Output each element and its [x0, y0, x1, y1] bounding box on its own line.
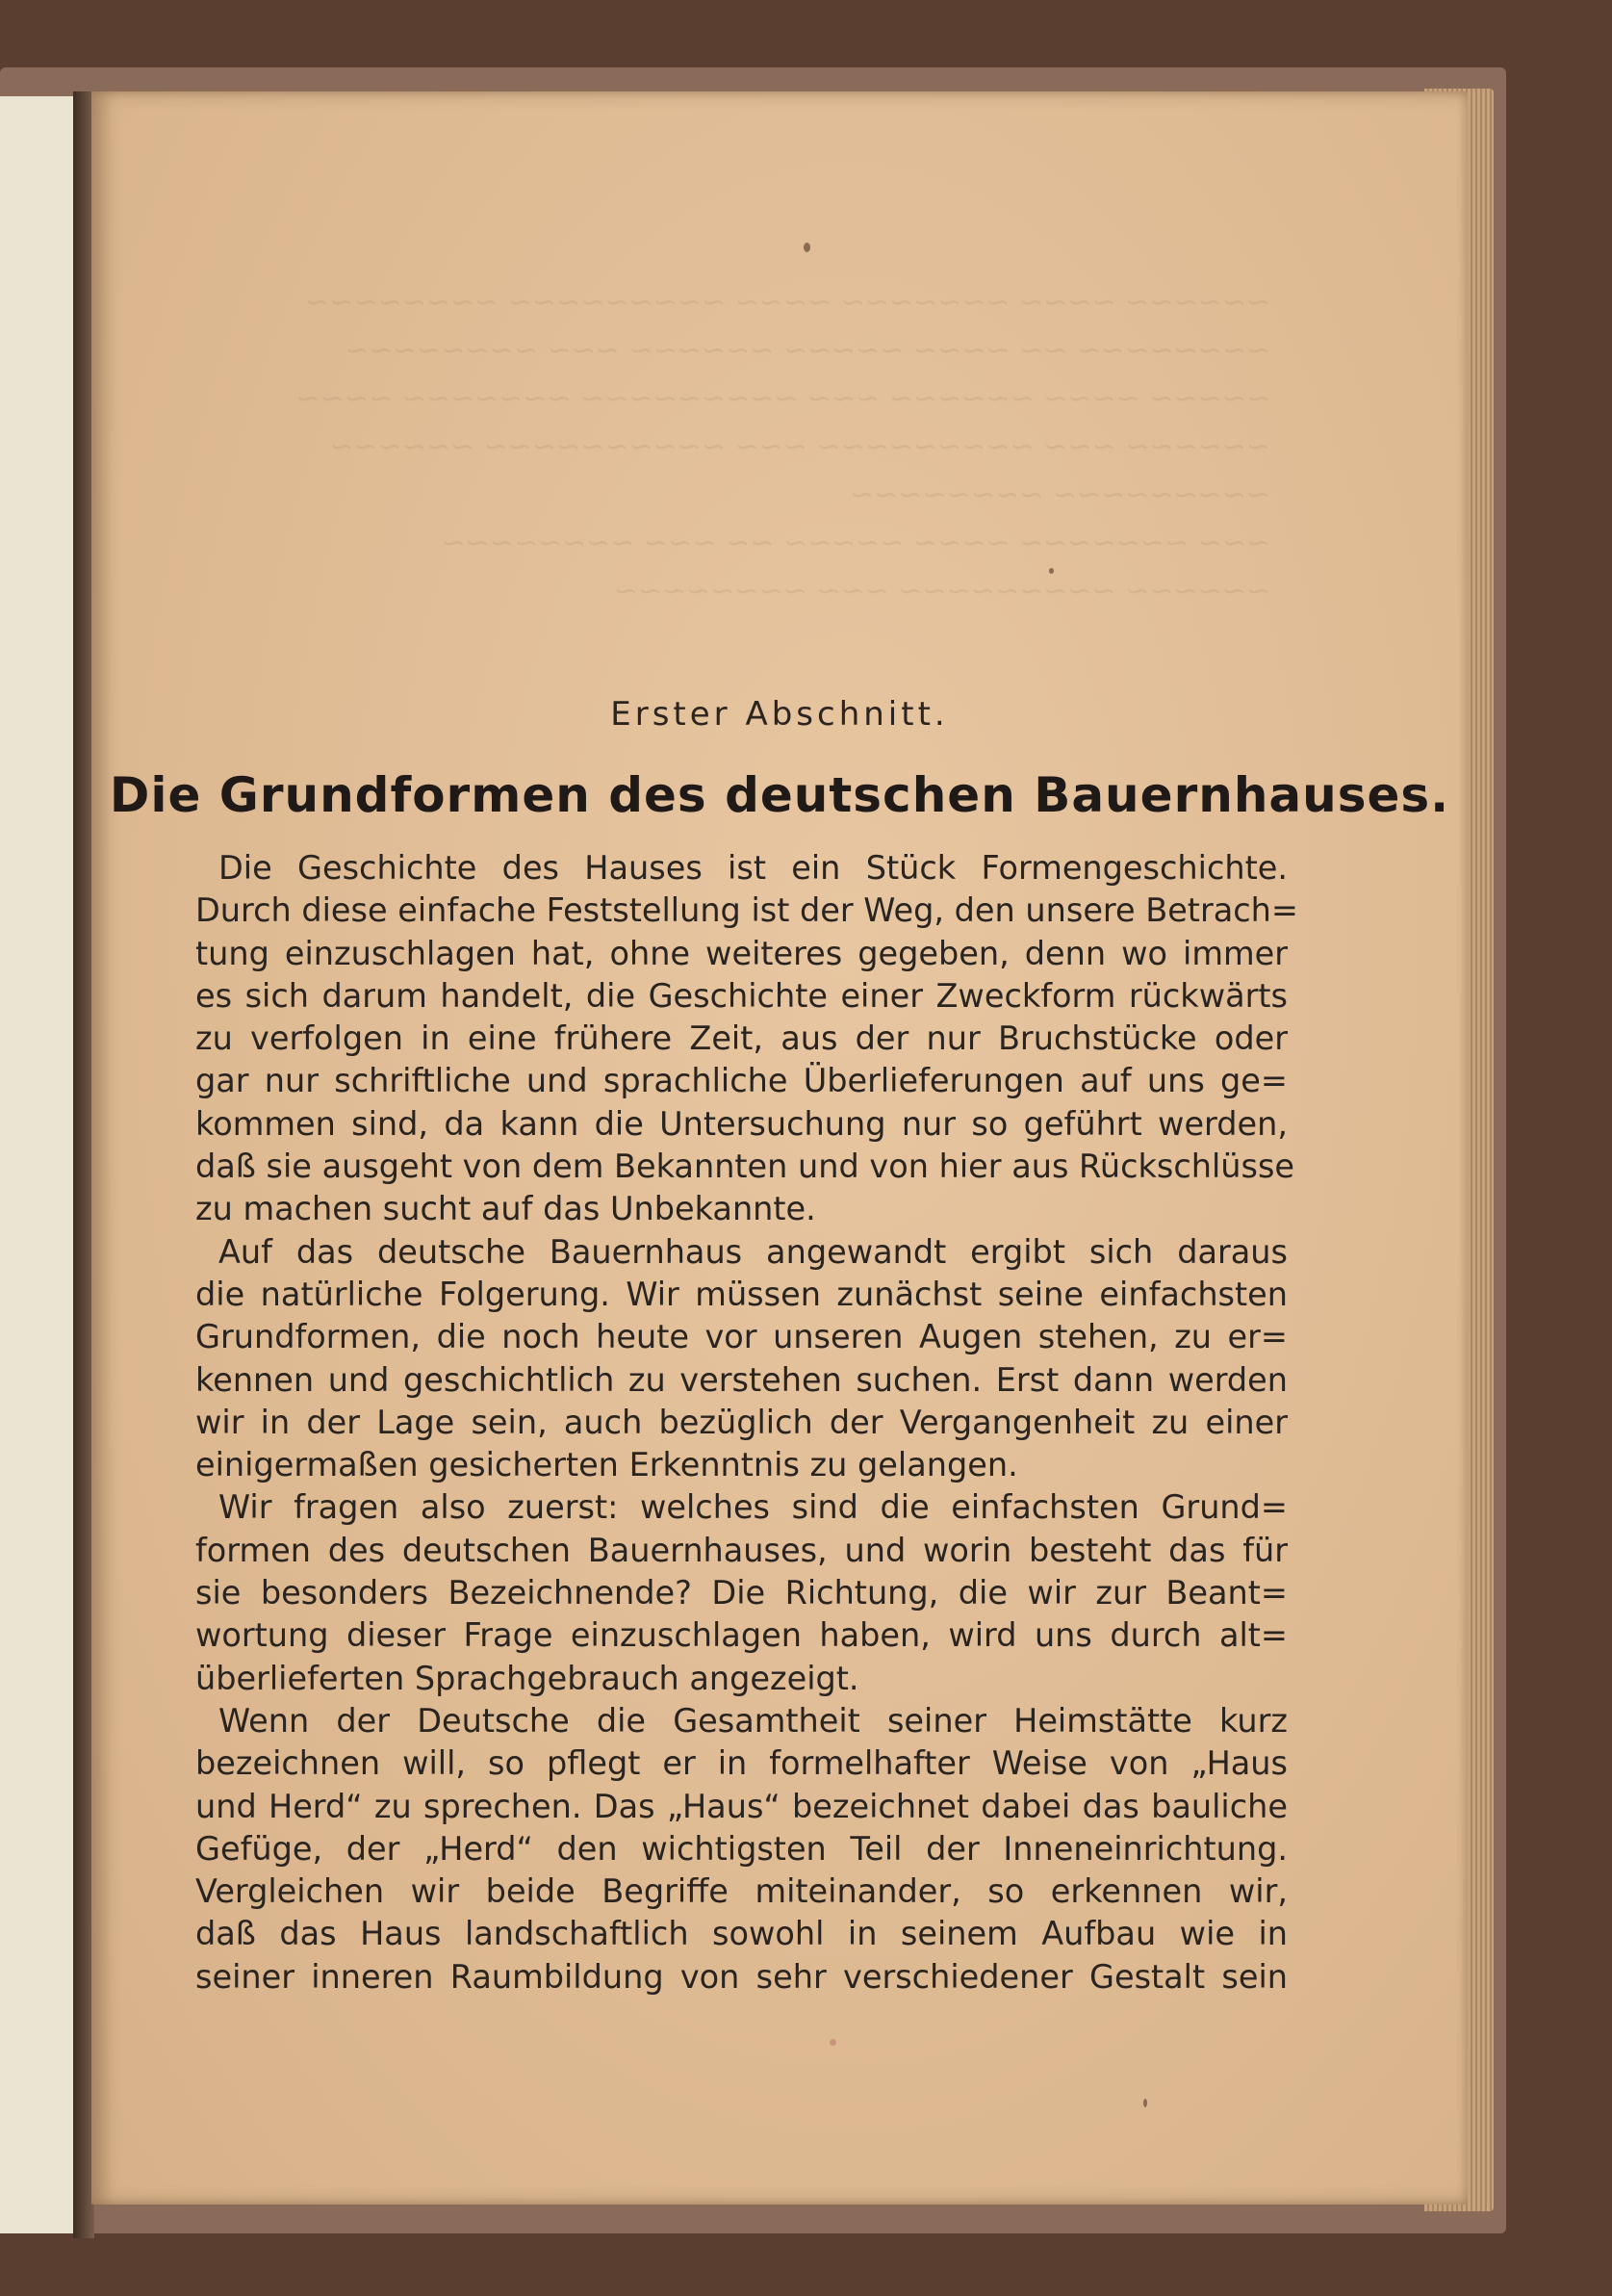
text-line: kommen sind, da kann die Untersuchung nur so geführt werden, [195, 1104, 1288, 1143]
text-line: Gefüge, der „Herd“ den wichtigsten Teil der Inneneinrichtung. [195, 1829, 1288, 1868]
paper-speck [804, 243, 810, 252]
text-line: seiner inneren Raumbildung von sehr verschiedener Gestalt sein [195, 1957, 1288, 1996]
section-label: Erster Abschnitt. [610, 695, 949, 734]
text-line: Auf das deutsche Bauernhaus angewandt ergibt sich daraus [218, 1232, 1288, 1271]
text-line: einigermaßen gesicherten Erkenntnis zu gelangen. [195, 1446, 1018, 1484]
text-line: Vergleichen wir beide Begriffe miteinander, so erkennen wir, [195, 1872, 1288, 1911]
text-line: überlieferten Sprachgebrauch angezeigt. [195, 1659, 859, 1697]
chapter-title: Die Grundformen des deutschen Bauernhauses. [109, 767, 1450, 823]
text-line: Wir fragen also zuerst: welches sind die einfachsten Grund= [218, 1488, 1288, 1527]
text-line: es sich darum handelt, die Geschichte einer Zweckform rückwärts [195, 976, 1288, 1015]
text-line: zu verfolgen in eine frühere Zeit, aus der nur Bruchstücke oder [195, 1019, 1288, 1058]
facing-page-edge [0, 96, 77, 2233]
text-line: sie besonders Bezeichnende? Die Richtung, die wir zur Beant= [195, 1574, 1288, 1612]
paper-speck [1049, 568, 1054, 574]
text-line: tung einzuschlagen hat, ohne weiteres gegeben, denn wo immer [195, 934, 1288, 972]
text-line: daß sie ausgeht von dem Bekannten und von hier aus Rückschlüsse [195, 1148, 1295, 1186]
show-through-texture: ~~~~~~ ~~~~ ~~~~~~~ ~~~~ ~~~~~~~~~ ~~~~~~~~ ~~~~~~~~ ~~ ~~~~ ~~~~~ ~~~~~~ ~~~ ~~~~~~~~ ~~~~~ ~~~~ ~~~~~~ ~~~ ~~~~~~~~~ ~~~~~~~ ~~~~ ~~~~~~ ~~~ ~~~~~~~~~ ~~~ ~~~~~~~~~~ ~~~~~~ ~~~~~~~~~ ~~~~~~~~ ~~~ ~~~~~~~ ~~~~ ~~~~~ ~~ ~~~ ~~~~~~~~ ~~~~~~ ~~~~~~~~~ ~~~ ~~~~~~~~ [295, 286, 1270, 608]
paper-speck [830, 2039, 836, 2046]
text-line: gar nur schriftliche und sprachliche Überlieferungen auf uns ge= [195, 1062, 1288, 1100]
text-line: und Herd“ zu sprechen. Das „Haus“ bezeichnet dabei das bauliche [195, 1787, 1288, 1825]
text-line: formen des deutschen Bauernhauses, und worin besteht das für [195, 1531, 1288, 1569]
paper-speck [1143, 2099, 1147, 2107]
text-line: wortung dieser Frage einzuschlagen haben, wird uns durch alt= [195, 1616, 1288, 1655]
text-line: Die Geschichte des Hauses ist ein Stück Formengeschichte. [218, 849, 1288, 887]
body-text [195, 847, 1298, 1999]
text-line: kennen und geschichtlich zu verstehen suchen. Erst dann werden [195, 1360, 1288, 1399]
text-line: die natürliche Folgerung. Wir müssen zunächst seine einfachsten [195, 1275, 1288, 1313]
text-line: zu machen sucht auf das Unbekannte. [195, 1190, 816, 1228]
text-line: Grundformen, die noch heute vor unseren Augen stehen, zu er= [195, 1318, 1288, 1356]
text-line: Durch diese einfache Feststellung ist der Weg, den unsere Betrach= [195, 891, 1298, 930]
text-line: Wenn der Deutsche die Gesamtheit seiner Heimstätte kurz [218, 1701, 1288, 1740]
text-line: bezeichnen will, so pflegt er in formelhafter Weise von „Haus [195, 1744, 1288, 1783]
text-line: wir in der Lage sein, auch bezüglich der Vergangenheit zu einer [195, 1403, 1288, 1441]
text-line: daß das Haus landschaftlich sowohl in seinem Aufbau wie in [195, 1915, 1288, 1953]
